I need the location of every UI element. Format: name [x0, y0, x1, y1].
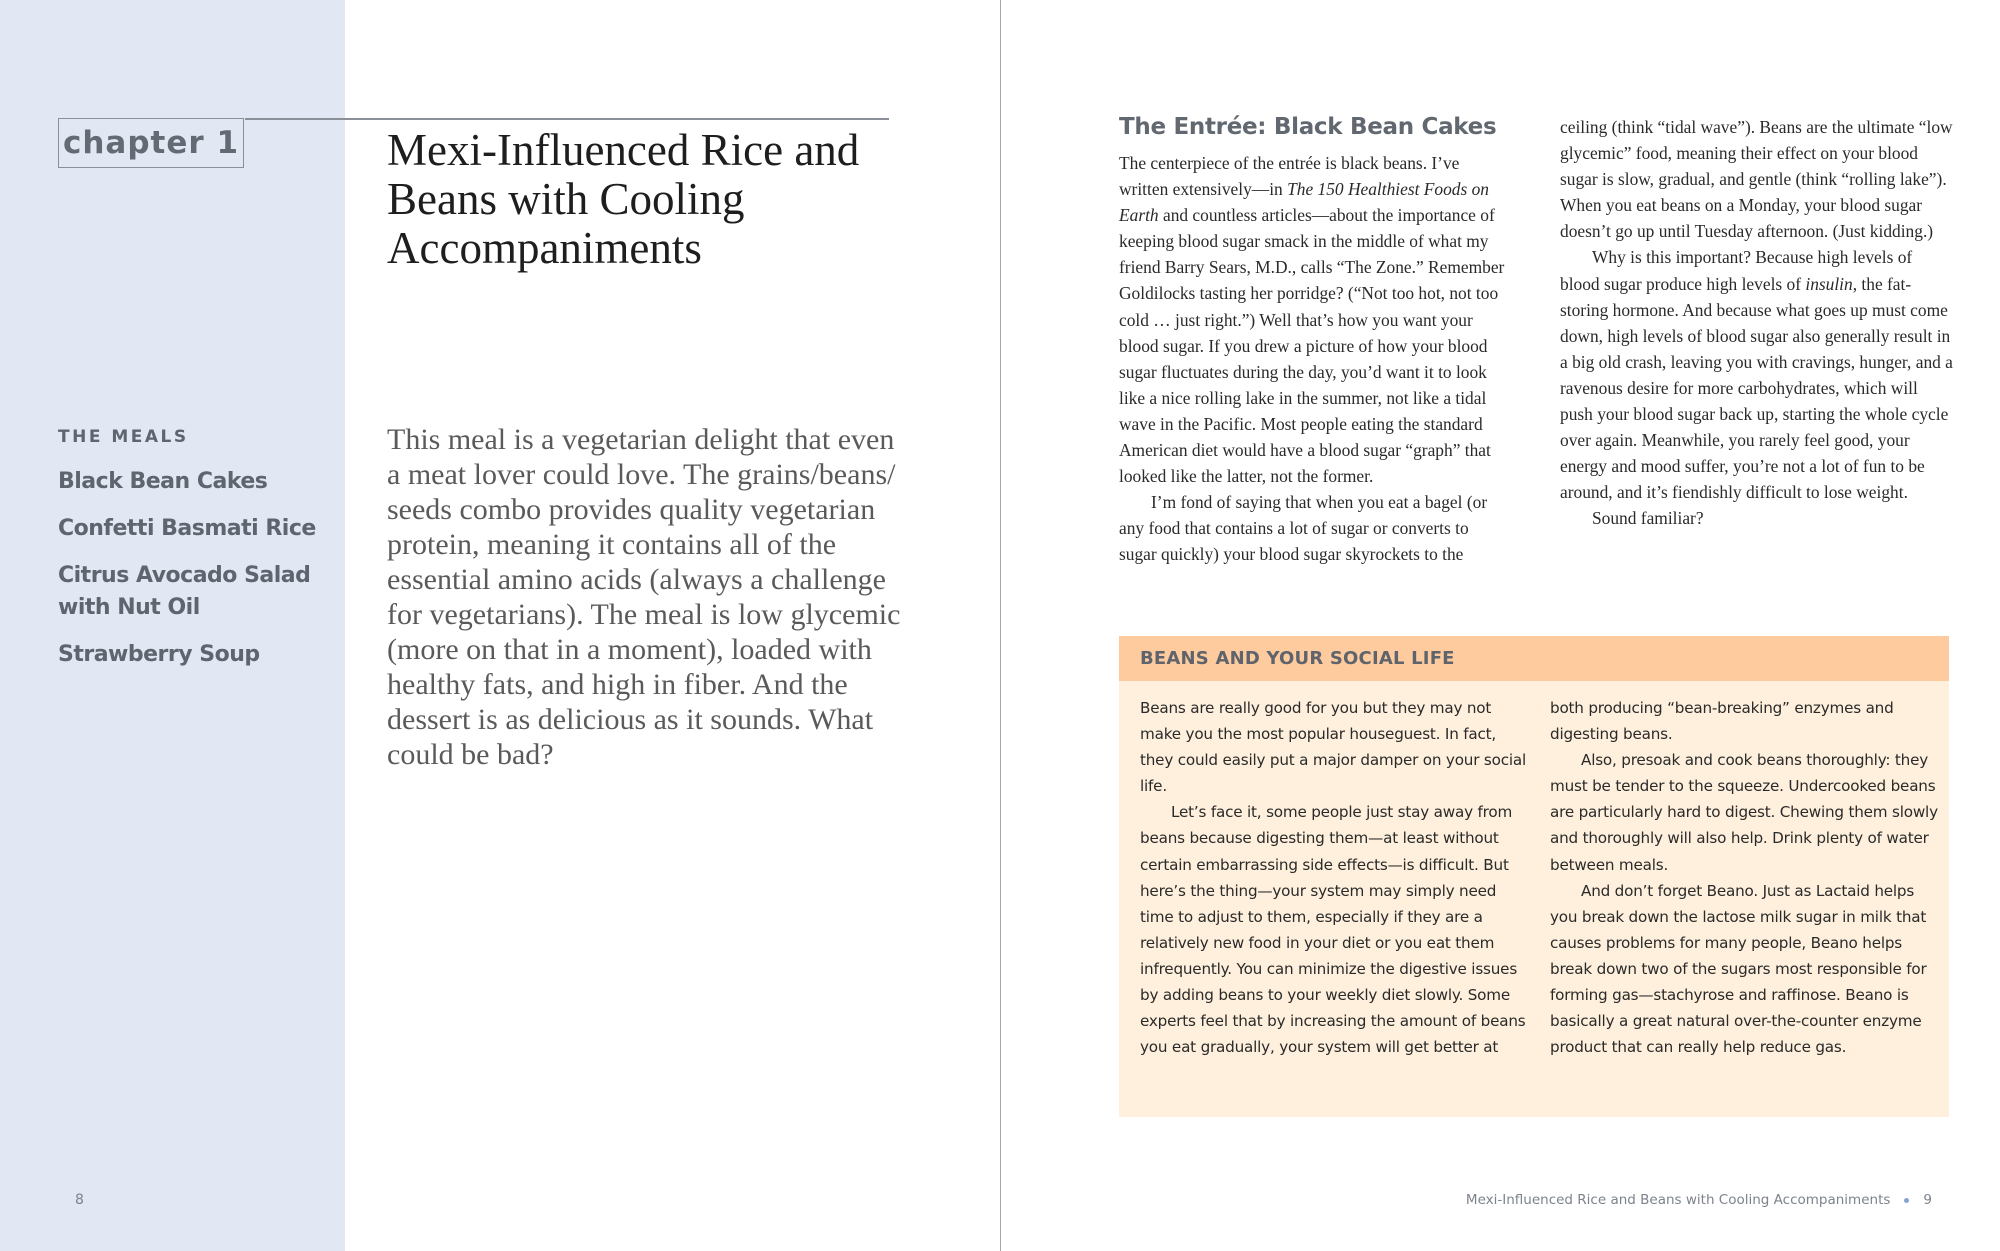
sidebar-paragraph: Beans are really good for you but they may not make you the most popular houseguest. In fact, they could easily put a major damper on your social life.: [1140, 699, 1527, 796]
body-column-2: [1560, 114, 1955, 532]
section-heading: The Entrée: Black Bean Cakes: [1119, 114, 1497, 140]
sidebar-heading: BEANS AND YOUR SOCIAL LIFE: [1119, 636, 1949, 681]
page-spine-divider: [1000, 0, 1001, 1251]
text-run: and countless articles—about the importance of keeping blood sugar smack in the middle of what my friend Barry Sears, M.D., calls “The Zone.” Remember Goldilocks tasting her porridge? (“Not too hot, not too cold … just right.”) Well that’s how you want your blood sugar. If you drew a picture of how your blood sugar fluctuates during the day, you’d want it to look like a nice rolling lake in the summer, not like a tidal wave in the Pacific. Most people eating the standard American diet would have a blood sugar “graph” that looked like the latter, not the former.: [1119, 205, 1505, 487]
sidebar-paragraph: Let’s face it, some people just stay away from beans because digesting them—at least without certain embarrassing side effects—is difficult. But here’s the thing—your system may simply need time to adjust to them, especially if they are a relatively new food in your diet or you eat them infrequently. You can minimize the digestive issues by adding beans to your weekly diet slowly. Some experts feel that by increasing the amount of beans you eat gradually, your system will get better at: [1140, 803, 1526, 1057]
meals-heading: THE MEALS: [58, 427, 189, 447]
text-run: The centerpiece of the entrée is black beans. I’ve written extensively—in: [1119, 153, 1460, 200]
chapter-title: Mexi-Influenced Rice and Beans with Cooling Accompaniments: [387, 125, 860, 273]
text-run: Why is this important? Because high levels of blood sugar produce high levels of: [1560, 247, 1913, 294]
intro-paragraph: This meal is a vegetarian delight that even a meat lover could love. The grains/beans/ seeds combo provides quality vegetarian protein, meaning it contains all of the essential amino acids (always a challenge for vegetarians). The meal is low glycemic (more on that in a moment), loaded with healthy fats, and high in fiber. And the dessert is as delicious as it sounds. What could be bad?: [387, 423, 901, 771]
book-title: The 150 Healthiest Foods on Earth: [1119, 179, 1489, 226]
bullet-dot-icon: [1904, 1198, 1909, 1203]
emphasis: insulin: [1805, 273, 1853, 294]
body-paragraph: ceiling (think “tidal wave”). Beans are the ultimate “low glycemic” food, meaning their effect on your blood sugar is slow, gradual, and gentle (think “rolling lake”). When you eat beans on a Monday, your blood sugar doesn’t go up until Tuesday afternoon. (Just kidding.): [1560, 117, 1953, 242]
meal-item: Citrus Avocado Salad with Nut Oil: [58, 563, 311, 620]
body-paragraph: I’m fond of saying that when you eat a bagel (or any food that contains a lot of sugar or converts to sugar quickly) your blood sugar skyrockets to the: [1119, 492, 1488, 565]
body-column-1: [1119, 150, 1509, 568]
body-paragraph: Sound familiar?: [1592, 508, 1704, 529]
running-footer: [1466, 1192, 1932, 1208]
sidebar-paragraph: both producing “bean-breaking” enzymes and digesting beans.: [1550, 699, 1894, 744]
title-rule: [245, 118, 889, 120]
page-number-right: 9: [1923, 1192, 1932, 1208]
sidebar-paragraph: Also, presoak and cook beans thoroughly: they must be tender to the squeeze. Undercooked beans are particularly hard to digest. Chewing them slowly and thoroughly will also help. Drink plenty of water between meals.: [1550, 751, 1938, 874]
page-number-left: 8: [75, 1192, 84, 1208]
sidebar-column-2: [1550, 695, 1942, 1060]
meal-item: Confetti Basmati Rice: [58, 516, 316, 541]
sidebar-paragraph: And don’t forget Beano. Just as Lactaid helps you break down the lactose milk sugar in milk that causes problems for many people, Beano helps break down two of the sugars most responsible for forming gas—stachyrose and raffinose. Beano is basically a great natural over-the-counter enzyme product that can really help reduce gas.: [1550, 881, 1927, 1057]
chapter-label: chapter 1: [58, 118, 244, 168]
body-paragraph: [1119, 150, 1509, 489]
meal-item: Strawberry Soup: [58, 642, 260, 667]
body-paragraph: [1560, 244, 1955, 505]
text-run: , the fat-storing hormone. And because what goes up must come down, high levels of blood sugar also generally result in a big old crash, leaving you with cravings, hunger, and a ravenous desire for more carbohydrates, which will push your blood sugar back up, starting the whole cycle over again. Meanwhile, you rarely feel good, your energy and mood suffer, you’re not a lot of fun to be around, and it’s fiendishly difficult to lose weight.: [1560, 273, 1953, 503]
sidebar-column-1: [1140, 695, 1532, 1060]
meals-list: [58, 466, 338, 686]
running-footer-title: Mexi-Influenced Rice and Beans with Cooling Accompaniments: [1465, 1192, 1891, 1208]
meal-item: Black Bean Cakes: [58, 469, 268, 494]
sidebar-box: [1119, 636, 1949, 1117]
